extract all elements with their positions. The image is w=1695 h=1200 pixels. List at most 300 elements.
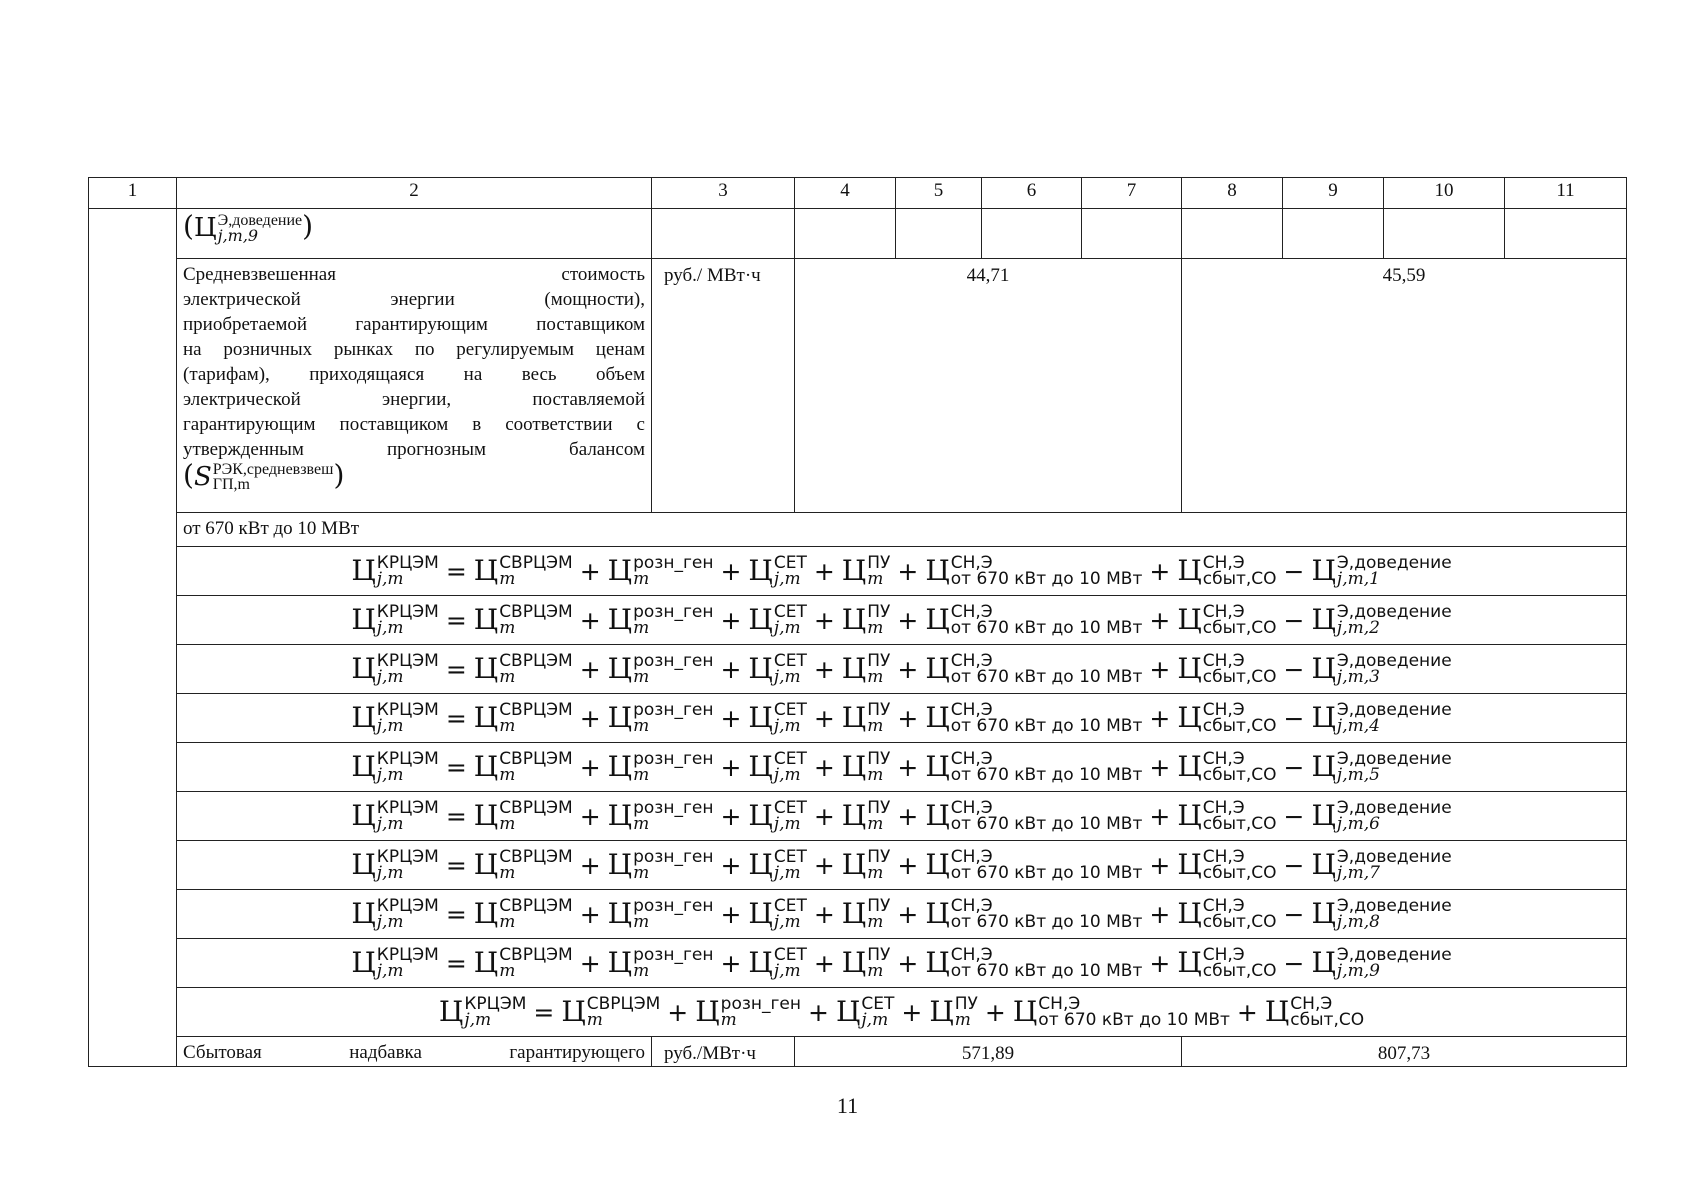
symbol-sup: СН,Э [1202,896,1245,916]
formula-operator: + [720,704,742,733]
symbol-base: Ц [925,799,950,832]
formula-operator: + [808,998,829,1027]
symbol-sup: КРЦЭМ [376,798,439,818]
empty-cell [1505,209,1627,259]
symbol-base: Ц [1311,799,1336,832]
symbol-base: Ц [841,603,867,636]
formula-row [89,743,1627,792]
symbol-sub: сбыт,СО [1202,618,1277,638]
formula-symbol [474,947,573,979]
formula-operator: = [445,704,467,733]
header-cell: 5 [896,178,982,209]
symbol-sub: m [633,863,650,883]
symbol-base: Ц [607,848,633,881]
symbol-sup: ПУ [954,994,978,1014]
symbol-sup: СН,Э [950,553,993,573]
symbol-base: Ц [1177,554,1202,587]
formula-symbol [1265,996,1364,1028]
symbol-sub: m [499,912,516,932]
formula-operator: + [897,802,919,831]
empty-cell [896,209,982,259]
symbol-sub: m [633,618,650,638]
formula-symbol [925,653,1142,685]
symbol-sup: СН,Э [950,945,993,965]
symbol-base: Ц [1311,897,1336,930]
symbol-sup: СН,Э [950,798,993,818]
formula-operator: + [813,949,835,978]
symbol-sub: j,m [861,1010,889,1030]
symbol-sub: от 670 кВт до 10 МВт [950,667,1143,687]
header-row [89,178,1627,209]
formula-operator: + [813,753,835,782]
symbol-sub [213,477,334,492]
symbol-sub: j,m [376,863,404,883]
symbol-sub-text: ГП,m [212,476,250,493]
symbol-base: Ц [925,897,950,930]
symbol-sub: j,m [376,667,404,687]
header-cell: 1 [89,178,177,209]
symbol-sup: СН,Э [1202,700,1245,720]
symbol-sup: Э,доведение [1336,749,1452,769]
formula-symbol [1177,702,1276,734]
formula-operator: + [1149,557,1171,586]
symbol-base: Ц [607,652,633,685]
symbol-sup: СВРЦЭМ [499,798,573,818]
formula-symbol [1312,653,1452,685]
symbol-base: Ц [925,701,950,734]
sales-markup-description: Сбытовая надбавка гарантирующего [177,1037,652,1067]
row-number-cell [89,209,177,1067]
formula-symbol [1177,751,1276,783]
symbol-sup: СН,Э [1202,602,1245,622]
symbol-sup: СН,Э [950,700,993,720]
formula-operator: + [720,900,742,929]
symbol-sub: m [954,1010,971,1030]
formula-symbol [1177,800,1276,832]
symbol-sup: СН,Э [1202,749,1245,769]
symbol-sub: j,m [376,912,404,932]
formula-symbol [748,653,806,685]
formula-symbol [925,555,1142,587]
symbol-sub: j,m [773,814,801,834]
symbol-sup: ПУ [867,847,891,867]
symbol-sup: РЭК,средневзвеш [212,461,334,478]
symbol-sub: j,m [773,569,801,589]
formula-symbol [1312,751,1452,783]
symbol-sup: КРЦЭМ [376,602,439,622]
formula [351,849,1451,881]
symbol-sub: m [499,618,516,638]
formula-operator: + [667,998,689,1027]
symbol-base: Ц [607,897,633,930]
symbol-sup: Э,доведение [1336,798,1452,818]
formula-symbol [748,947,806,979]
symbol-sub: j,m,4 [1336,716,1380,736]
symbol-base: Ц [748,750,773,783]
formula-symbol [608,653,714,685]
formula-symbol [748,800,806,832]
symbol-sub: сбыт,СО [1202,961,1277,981]
formula-symbol [474,800,573,832]
symbol-base: Ц [193,212,217,243]
symbol-sup: СВРЦЭМ [499,553,573,573]
symbol-base: Ц [351,554,376,587]
symbol-base: Ц [473,554,499,587]
formula-symbol [608,947,714,979]
symbol-base: Ц [1311,750,1336,783]
symbol-sup: ПУ [867,602,891,622]
symbol-base: Ц [607,554,633,587]
formula-row [89,596,1627,645]
symbol-sub: m [633,961,650,981]
formula-operator: + [1149,704,1171,733]
formula-symbol [1177,555,1276,587]
formula-operator: + [720,655,742,684]
symbol-base: Ц [748,603,773,636]
header-cell: 9 [1283,178,1384,209]
formula-operator: − [1283,655,1305,684]
symbol-sup: СН,Э [950,847,993,867]
symbol-base: Ц [748,897,773,930]
header-cell: 10 [1384,178,1505,209]
formula-operator: + [897,557,919,586]
formula-symbol [608,898,714,930]
empty-cell [1283,209,1384,259]
symbol-base: Ц [607,799,633,832]
formula-symbol [842,898,891,930]
symbol-sub: сбыт,СО [1202,912,1277,932]
formula-symbol [842,751,891,783]
symbol-base: Ц [1177,799,1202,832]
symbol-base: Ц [351,799,376,832]
formula-row [89,694,1627,743]
symbol-sup: розн_ген [633,798,714,818]
symbol-sub: m [867,716,884,736]
symbol-sup: розн_ген [633,602,714,622]
formula-operator: + [1149,851,1171,880]
formula-operator: + [813,606,835,635]
formula-symbol [748,751,806,783]
symbol-sub: от 670 кВт до 10 МВт [950,912,1143,932]
formula [351,653,1451,685]
symbol-base: Ц [841,848,867,881]
symbol-sup: СН,Э [1202,553,1245,573]
formula-operator: − [1283,557,1305,586]
header-cell: 2 [177,178,652,209]
symbol-sup: КРЦЭМ [376,896,439,916]
symbol-sup: СЕТ [773,749,807,769]
symbol-base: Ц [351,701,376,734]
symbol-sub: сбыт,СО [1202,814,1277,834]
symbol-sup: СВРЦЭМ [499,700,573,720]
formula-symbol [351,702,438,734]
symbol-sub: m [499,863,516,883]
symbol-sup: СВРЦЭМ [499,602,573,622]
symbol-sub: j,m [376,569,404,589]
symbol-sub: j,m,9 [217,226,259,245]
symbol-sub: сбыт,СО [1202,716,1277,736]
formula [351,555,1451,587]
symbol-sup: ПУ [867,896,891,916]
formula [351,898,1451,930]
text-line: на розничных рынках по регулируемым ценам [183,339,645,360]
formula-symbol [925,751,1142,783]
symbol-sub: j,m [376,618,404,638]
formula-symbol [608,849,714,881]
formula-cell [177,596,1627,645]
formula-operator: − [1283,606,1305,635]
header-cell: 6 [982,178,1082,209]
formula-symbol [608,800,714,832]
symbol-base: Ц [351,897,376,930]
symbol-sup: Э,доведение [1336,896,1452,916]
formula [351,604,1451,636]
symbol-sup: КРЦЭМ [376,945,439,965]
empty-cell [795,209,896,259]
formula-operator: + [813,900,835,929]
symbol-sup: СН,Э [950,602,993,622]
value-cell-period-1: 571,89 [795,1037,1182,1067]
symbol-base: Ц [748,946,773,979]
symbol-base: Ц [1177,946,1202,979]
formula-symbol [608,702,714,734]
formula-operator: + [1149,949,1171,978]
symbol-sub: m [720,1010,737,1030]
symbol-base: Ц [925,603,950,636]
symbol-sub: m [586,1010,603,1030]
formula-cell-final [177,988,1627,1037]
formula-symbol [1177,849,1276,881]
formula-symbol [1177,653,1276,685]
prev-symbol-cell: ( Ц Э,доведение j,m,9 ) [177,209,652,259]
symbol-base: S [193,461,212,492]
symbol-sup: розн_ген [633,945,714,965]
formula-symbol [925,604,1142,636]
formula-operator: + [579,802,601,831]
formula-row [89,645,1627,694]
formula-operator: + [897,753,919,782]
symbol-sup: СВРЦЭМ [586,994,661,1014]
formula-operator: = [445,900,467,929]
formula-operator: + [901,998,923,1027]
formula-row [89,890,1627,939]
symbol-sup: ПУ [867,700,891,720]
formula-symbol [1013,996,1230,1028]
symbol-sub: j,m,7 [1336,863,1380,883]
tariff-table [88,177,1627,1067]
text-line: приобретаемой гарантирующим поставщиком [183,314,645,335]
formula-operator: + [579,704,601,733]
symbol-base: Ц [748,701,773,734]
formula-symbol [474,751,573,783]
symbol-sup: розн_ген [633,651,714,671]
formula-symbol [351,751,438,783]
formula-symbol [748,702,806,734]
formula-operator: = [445,851,467,880]
formula-symbol [842,604,891,636]
empty-cell [1384,209,1505,259]
symbol-sub: m [499,961,516,981]
formula-symbol [748,555,806,587]
formula-symbol [608,604,714,636]
symbol-base: Ц [351,946,376,979]
header-cell: 11 [1505,178,1627,209]
unit-cell: руб./ МВт·ч [652,259,795,513]
symbol-base: Ц [1311,652,1336,685]
formula-symbol [748,849,806,881]
symbol-base: Ц [351,848,376,881]
empty-cell [1082,209,1182,259]
formula-operator: + [897,949,919,978]
formula [351,702,1451,734]
symbol-sub: j,m [376,814,404,834]
symbol-base: Ц [748,554,773,587]
symbol-sub: m [867,667,884,687]
formula-operator: = [445,606,467,635]
symbol-base: Ц [1311,701,1336,734]
symbol-sup: ПУ [867,553,891,573]
symbol-base: Ц [925,848,950,881]
symbol-sub: j,m,2 [1336,618,1380,638]
weighted-cost-symbol: ( S РЭК,средневзвеш ГП,m ) [183,458,345,493]
symbol-sup: СЕТ [773,553,807,573]
symbol-base: Ц [841,750,867,783]
symbol-sub: j,m,3 [1336,667,1380,687]
formula-symbol [842,947,891,979]
symbol-sup: ПУ [867,945,891,965]
symbol-sup: Э,доведение [1336,945,1452,965]
formula-symbol [474,555,573,587]
range-label-row [89,513,1627,547]
symbol-base: Ц [1177,750,1202,783]
symbol-sub: j,m [464,1010,492,1030]
formula-operator: − [1283,753,1305,782]
symbol-sub: m [633,716,650,736]
symbol-sub: от 670 кВт до 10 МВт [950,569,1143,589]
symbol-base: Ц [607,701,633,734]
symbol-sub: j,m [773,618,801,638]
empty-cell [652,209,795,259]
symbol-sub: m [867,618,884,638]
symbol-base: Ц [561,995,586,1028]
symbol-base: Ц [925,652,950,685]
formula-symbol [929,996,978,1028]
symbol-sub: j,m [773,765,801,785]
formula-row [89,792,1627,841]
text-line: электрической энергии (мощности), [183,289,645,310]
symbol-sub: от 670 кВт до 10 МВт [1038,1010,1230,1030]
symbol-sup: розн_ген [633,700,714,720]
symbol-sup: СН,Э [1202,798,1245,818]
formula-operator: − [1283,802,1305,831]
symbol-sup: ПУ [867,651,891,671]
symbol-base: Ц [748,799,773,832]
symbol-sub: m [633,667,650,687]
formula-symbol [842,800,891,832]
formula-operator: + [813,704,835,733]
formula-symbol [608,555,714,587]
formula-symbol [608,751,714,783]
header-cell: 8 [1182,178,1283,209]
formula-operator: + [720,851,742,880]
symbol-sub: m [499,667,516,687]
symbol-sup: Э,доведение [217,212,303,229]
symbol-sup: СН,Э [1202,945,1245,965]
formula-symbol [351,947,438,979]
formula-symbol [925,947,1142,979]
symbol-sup: СЕТ [773,651,807,671]
symbol-sup: СВРЦЭМ [499,651,573,671]
symbol-sub: j,m [773,912,801,932]
formula-symbol [474,898,573,930]
text-line: гарантирующим поставщиком в соответствии с [183,414,645,435]
formula-symbol [1312,947,1452,979]
symbol-sup: СН,Э [950,651,993,671]
value-cell-period-1: 44,71 [795,259,1182,513]
symbol-base: Ц [1177,603,1202,636]
formula-symbol [925,800,1142,832]
formula-symbol [351,604,438,636]
symbol-sub: m [499,569,516,589]
symbol-base: Ц [835,995,861,1028]
formula-row [89,841,1627,890]
symbol-sub: от 670 кВт до 10 МВт [950,716,1143,736]
formula-operator: + [579,949,601,978]
symbol-sub: j,m [376,716,404,736]
symbol-sub: сбыт,СО [1290,1010,1365,1030]
formula-symbol [1312,800,1452,832]
formula-operator: + [720,802,742,831]
symbol-base: Ц [748,652,773,685]
symbol-sup: СВРЦЭМ [499,896,573,916]
header-cell: 3 [652,178,795,209]
formula-symbol [925,849,1142,881]
symbol-base: Ц [1311,946,1336,979]
symbol-sub: j,m,8 [1336,912,1380,932]
header-cell: 4 [795,178,896,209]
symbol-base: Ц [695,995,720,1028]
symbol-sub: сбыт,СО [1202,667,1277,687]
symbol-sup: СЕТ [773,700,807,720]
formula-symbol [1177,947,1276,979]
formula-operator: + [720,753,742,782]
formula-row-final [89,988,1627,1037]
symbol-sub: j,m,1 [1336,569,1380,589]
symbol-sub: j,m,5 [1336,765,1380,785]
formula-symbol [439,996,526,1028]
symbol-sup: КРЦЭМ [376,651,439,671]
symbol-base: Ц [473,603,499,636]
symbol-sub: m [633,569,650,589]
value-cell-period-2: 45,59 [1182,259,1627,513]
symbol-sub: m [867,814,884,834]
header-cell: 7 [1082,178,1182,209]
symbol-base: Ц [1311,848,1336,881]
symbol-sup: КРЦЭМ [376,700,439,720]
page-number: 11 [836,1093,859,1118]
formula-operator: + [720,606,742,635]
symbol-base: Ц [473,701,499,734]
formula-symbol [474,653,573,685]
formula-operator: = [445,802,467,831]
symbol-sub: j,m [773,667,801,687]
symbol-base: Ц [607,946,633,979]
symbol-base: Ц [607,603,633,636]
formula-operator: + [1236,998,1258,1027]
formula-symbol [474,604,573,636]
formula-symbol [695,996,801,1028]
symbol-sup: розн_ген [633,749,714,769]
